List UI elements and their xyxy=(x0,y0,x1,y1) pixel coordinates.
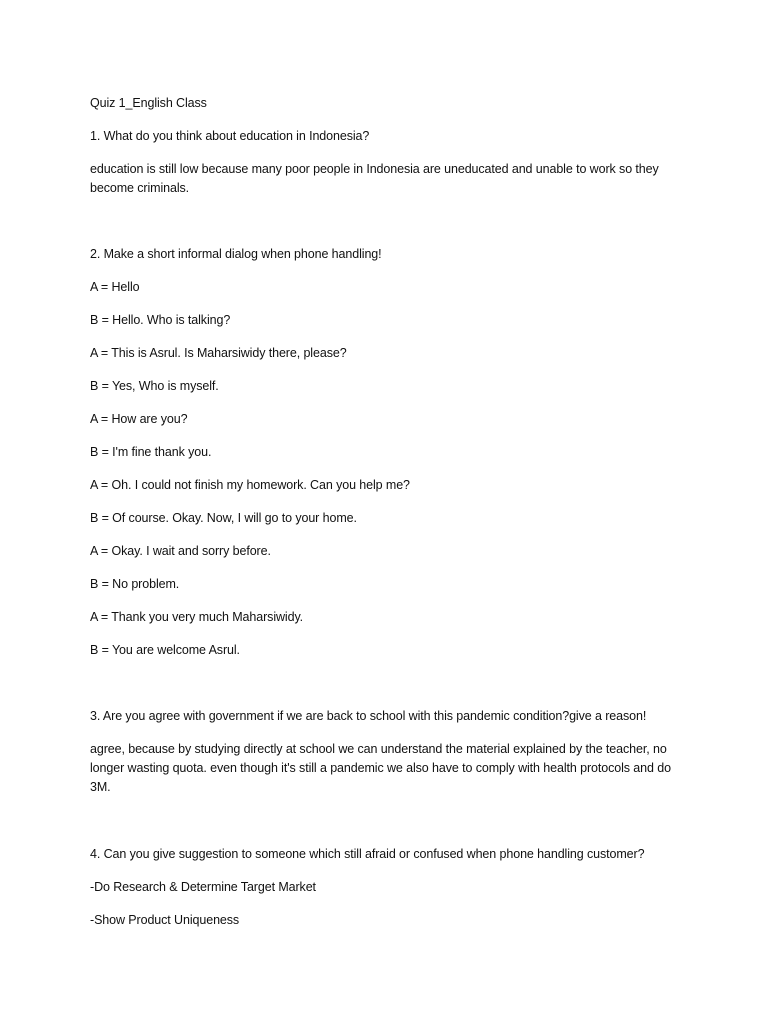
answer-4-item: -Do Research & Determine Target Market xyxy=(90,880,316,894)
dialog-line: A = Hello xyxy=(90,280,140,294)
dialog-line: B = Yes, Who is myself. xyxy=(90,379,219,393)
question-4: 4. Can you give suggestion to someone which still afraid or confused when phone handling customer? xyxy=(90,847,645,861)
dialog-line: A = Oh. I could not finish my homework. Can you help me? xyxy=(90,478,410,492)
document-title: Quiz 1_English Class xyxy=(90,96,207,110)
dialog-line: A = How are you? xyxy=(90,412,188,426)
question-2: 2. Make a short informal dialog when phone handling! xyxy=(90,247,382,261)
answer-3: agree, because by studying directly at school we can understand the material explained by the teacher, no longer wasting quota. even though it's still a pandemic we also have to comply with health protocols and do 3M. xyxy=(90,742,671,794)
dialog-line: B = I'm fine thank you. xyxy=(90,445,212,459)
answer-1: education is still low because many poor people in Indonesia are uneducated and unable to work so they become criminals. xyxy=(90,162,659,195)
dialog-line: B = You are welcome Asrul. xyxy=(90,643,240,657)
dialog-line: A = Okay. I wait and sorry before. xyxy=(90,544,271,558)
dialog-line: A = Thank you very much Maharsiwidy. xyxy=(90,610,304,624)
question-1: 1. What do you think about education in Indonesia? xyxy=(90,129,370,143)
dialog-line: B = Hello. Who is talking? xyxy=(90,313,231,327)
question-3: 3. Are you agree with government if we are back to school with this pandemic condition?give a reason! xyxy=(90,709,647,723)
answer-4-item: -Show Product Uniqueness xyxy=(90,913,240,927)
dialog-line: B = No problem. xyxy=(90,577,180,591)
dialog-line: A = This is Asrul. Is Maharsiwidy there, please? xyxy=(90,346,347,360)
dialog-line: B = Of course. Okay. Now, I will go to your home. xyxy=(90,511,357,525)
